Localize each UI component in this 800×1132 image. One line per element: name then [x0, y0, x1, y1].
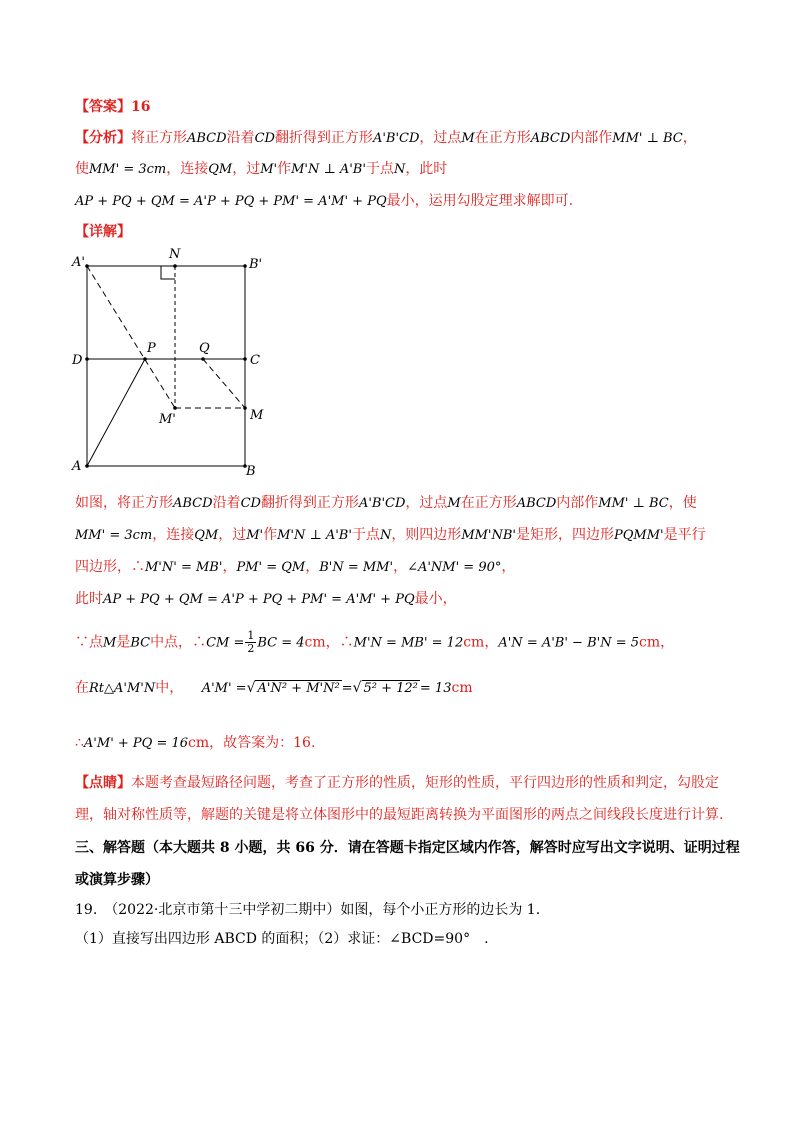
math: AP + PQ + QM = A'P + PQ + PM' = A'M' + PQ: [103, 592, 415, 607]
text: ，: [305, 559, 320, 575]
math: BC: [130, 635, 151, 651]
text: 于点: [351, 527, 380, 543]
text: 此时: [75, 591, 103, 607]
point-q: [201, 357, 205, 361]
square-fold-figure: [70, 248, 270, 478]
point-a: [85, 464, 89, 468]
solution-line-1: [75, 493, 697, 514]
math: M'N = MB' = 12: [353, 635, 464, 651]
text: 是平行: [663, 527, 706, 543]
detail-label: 【详解】: [75, 224, 131, 240]
math: =: [341, 681, 353, 696]
math: PQMM': [614, 528, 664, 543]
math: M'N ⊥ A'B': [277, 528, 352, 543]
math: PM' = QM: [236, 560, 306, 575]
segment-qm: [203, 359, 245, 408]
label-m1: M': [159, 412, 176, 427]
math: A'B'CD: [372, 131, 420, 146]
point-p: [143, 357, 147, 361]
fraction-numerator: 1: [247, 629, 255, 642]
fraction-one-half: [245, 630, 256, 655]
text: ，: [222, 559, 237, 575]
text: ，: [501, 559, 516, 575]
math: A'M' =: [201, 681, 247, 696]
text: ∴: [75, 735, 84, 751]
comment-line-1: [75, 773, 719, 793]
math: MM' ⊥ BC: [598, 496, 669, 511]
point-m1: [173, 406, 177, 410]
text: ，此时: [405, 161, 448, 177]
text: 内部作: [556, 495, 599, 511]
math: M'N' = MB': [145, 560, 223, 575]
text: ∵点: [75, 634, 103, 651]
math: M': [246, 528, 264, 543]
solution-line-2: [75, 525, 706, 546]
solution-line-5: [75, 630, 674, 655]
fraction-denominator: 2: [247, 642, 255, 655]
solution-line-4: [75, 589, 457, 610]
math: AP + PQ + QM = A'P + PQ + PM' = A'M' + PQ: [75, 194, 387, 209]
text: ，连接: [152, 527, 195, 543]
text: ，: [660, 634, 675, 651]
text: 在正方形: [460, 495, 517, 511]
math: M: [103, 635, 117, 651]
analysis-label: 【分析】: [75, 130, 131, 146]
text: ∴: [339, 634, 354, 651]
text: 将正方形: [131, 130, 187, 146]
label-p: P: [147, 341, 156, 356]
math: A'N² + M'N²: [257, 681, 340, 696]
math: A'M' + PQ = 16: [83, 736, 189, 751]
sqrt-sign: √: [246, 680, 256, 696]
comment-line-2: [75, 805, 723, 825]
sqrt-sign: √: [352, 680, 362, 696]
comment-label: 【点睛】: [75, 775, 131, 791]
math: M': [260, 162, 278, 177]
section3-line-2: 或演算步骤）: [75, 872, 159, 888]
text: ，过点: [405, 495, 448, 511]
outer-rectangle: [87, 266, 245, 466]
text: 是: [116, 634, 131, 651]
text: ，使: [668, 495, 697, 511]
text: 内部作: [570, 130, 613, 146]
point-m: [243, 406, 247, 410]
text: 理，轴对称性质等，解题的关键是将立体图形中的最短距离转换为平面图形的两点之间线段长度进行计算.: [75, 807, 724, 823]
text: 翻折得到正方形: [260, 495, 359, 511]
math: Rt△A'M'N: [89, 681, 156, 696]
math: M: [447, 496, 461, 511]
math: ABCD: [530, 131, 571, 146]
math: ABCD: [173, 496, 213, 511]
text: cm: [639, 634, 661, 651]
text: ∴: [131, 559, 145, 575]
text: ，则四边形: [391, 527, 462, 543]
text: 于点: [365, 161, 394, 177]
text: 最小，运用勾股定理求解即可.: [386, 193, 574, 209]
text: 在: [75, 680, 89, 696]
label-b1: B': [249, 257, 263, 272]
math: CD: [254, 131, 275, 146]
text: ∴: [192, 634, 207, 651]
point-n: [173, 264, 177, 268]
text: ，连接: [166, 161, 209, 177]
point-b1: [243, 264, 247, 268]
math: N: [379, 528, 392, 543]
text: 沿着: [212, 495, 241, 511]
math: B'N = MM': [319, 560, 394, 575]
math: A'B'CD: [358, 496, 406, 511]
analysis-line-2: [75, 159, 447, 180]
text: 如图，将正方形: [75, 495, 173, 511]
text: ，: [393, 559, 408, 575]
text: 沿着: [226, 130, 255, 146]
math: M'N ⊥ A'B': [291, 162, 366, 177]
text: 是矩形，四边形: [516, 527, 615, 543]
text: ，: [325, 634, 340, 651]
text: 中点，: [150, 634, 193, 651]
text: 使: [75, 161, 89, 177]
math: N: [393, 162, 406, 177]
math: QM: [208, 162, 233, 177]
math: QM: [194, 528, 219, 543]
label-d: D: [72, 353, 83, 368]
solution-line-6: [75, 678, 473, 699]
math: = 13: [419, 681, 452, 696]
question19-line-1: 19. （2022·北京市第十三中学初二期中）如图，每个小正方形的边长为 1.: [75, 902, 541, 918]
text: 本题考查最短路径问题，考查了正方形的性质，矩形的性质，平行四边形的性质和判定，勾股定: [131, 775, 719, 791]
answer-label: 【答案】: [75, 99, 131, 115]
label-m: M: [250, 408, 264, 423]
text: cm: [451, 680, 473, 696]
label-q: Q: [199, 341, 210, 356]
point-d: [85, 357, 89, 361]
label-a1: A': [72, 255, 85, 270]
text: ，过点: [419, 130, 462, 146]
segment-a1m1: [87, 266, 175, 408]
text: 中，: [155, 680, 184, 696]
text: 翻折得到正方形: [274, 130, 373, 146]
label-a: A: [72, 459, 82, 474]
text: 作: [277, 161, 292, 177]
section3-line-1: 三、解答题（本大题共 8 小题，共 66 分．请在答题卡指定区域内作答，解答时应写出文字说明、证明过程: [75, 840, 740, 856]
point-c: [243, 357, 247, 361]
answer-value: 16: [131, 99, 151, 115]
math: MM'NB': [461, 528, 517, 543]
point-a1: [85, 264, 89, 268]
math: MM' = 3cm: [89, 162, 167, 177]
text: ，: [484, 634, 499, 651]
math: A'N = A'B' − B'N = 5: [498, 635, 640, 651]
label-c: C: [250, 353, 260, 368]
text: 作: [263, 527, 278, 543]
analysis-line-1: [75, 128, 697, 149]
right-angle-mark: [161, 266, 175, 279]
math: CD: [240, 496, 261, 511]
segment-ap: [87, 359, 145, 466]
solution-line-7: [75, 733, 315, 754]
math: 5² + 12²: [363, 681, 418, 696]
text: 四边形，: [75, 559, 131, 575]
analysis-line-3: [75, 191, 573, 212]
text: cm，故答案为：16.: [188, 735, 316, 751]
text: 最小，: [414, 591, 457, 607]
answer-line: [75, 97, 150, 117]
text: ，过: [218, 527, 247, 543]
math: BC = 4: [257, 635, 305, 651]
math: ABCD: [516, 496, 557, 511]
solution-line-3: [75, 557, 515, 578]
math: ABCD: [187, 131, 227, 146]
math: MM' = 3cm: [75, 528, 153, 543]
text: ，过: [232, 161, 261, 177]
text: cm: [463, 634, 485, 651]
text: ，: [682, 130, 697, 146]
math: ∠A'NM' = 90°: [407, 560, 502, 575]
label-b: B: [246, 464, 256, 478]
text: 在正方形: [474, 130, 531, 146]
math: MM' ⊥ BC: [612, 131, 683, 146]
text: cm: [304, 634, 326, 651]
label-n: N: [169, 248, 181, 262]
math: M: [461, 131, 475, 146]
math: CM =: [206, 635, 245, 651]
question19-line-2: （1）直接写出四边形 ABCD 的面积；（2）求证：∠BCD=90° .: [75, 931, 489, 947]
